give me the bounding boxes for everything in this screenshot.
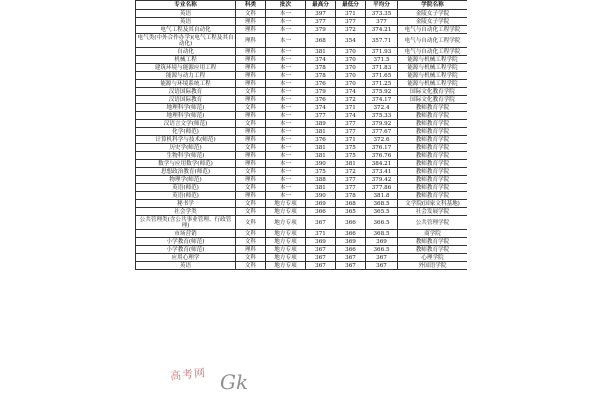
table-header-row: [136, 1, 468, 10]
table-cell: 教师教育学院: [398, 120, 468, 128]
table-cell: 理科: [236, 192, 266, 200]
table-row: [136, 10, 468, 18]
table-row: [136, 120, 468, 128]
table-cell: 文科: [236, 216, 266, 230]
table-cell: 文科: [236, 120, 266, 128]
table-cell: 市场营销: [136, 230, 236, 238]
table-cell: 371: [306, 230, 336, 238]
admission-score-table-container: [135, 0, 467, 400]
table-cell: 本一: [266, 34, 306, 48]
table-cell: 能源与动力工程: [136, 72, 236, 80]
table-row: [136, 136, 468, 144]
table-cell: 371.93: [366, 48, 398, 56]
table-cell: 366: [336, 246, 366, 254]
table-cell: 小学教育(师范): [136, 246, 236, 254]
table-cell: 汉语国际教育: [136, 96, 236, 104]
table-cell: 文科: [236, 208, 266, 216]
column-header: 批次: [266, 1, 306, 10]
table-cell: 本一: [266, 48, 306, 56]
table-cell: 地理科学(师范): [136, 104, 236, 112]
table-cell: 377.86: [366, 184, 398, 192]
table-cell: 367: [306, 262, 336, 270]
table-cell: 理科: [236, 56, 266, 64]
table-row: [136, 34, 468, 48]
table-cell: 教师教育学院: [398, 104, 468, 112]
table-cell: 367: [336, 262, 366, 270]
table-cell: 390: [306, 160, 336, 168]
table-cell: 文科: [236, 184, 266, 192]
table-row: [136, 26, 468, 34]
table-row: [136, 246, 468, 254]
table-cell: 377: [336, 176, 366, 184]
table-cell: 378: [336, 192, 366, 200]
table-cell: 375: [336, 144, 366, 152]
table-cell: 地方专项: [266, 200, 306, 208]
table-cell: 367: [366, 254, 398, 262]
table-cell: 教师教育学院: [398, 144, 468, 152]
column-header: 专业名称: [136, 1, 236, 10]
table-row: [136, 144, 468, 152]
table-cell: 376.76: [366, 152, 398, 160]
table-cell: 本一: [266, 120, 306, 128]
table-cell: 本一: [266, 18, 306, 26]
table-cell: 能源与机械工程学院: [398, 56, 468, 64]
table-cell: 369: [306, 200, 336, 208]
table-cell: 文学院(国家文科基地): [398, 200, 468, 208]
table-cell: 368.5: [366, 230, 398, 238]
table-cell: 教师教育学院: [398, 136, 468, 144]
table-cell: 教师教育学院: [398, 192, 468, 200]
table-cell: 本一: [266, 112, 306, 120]
table-cell: 文科: [236, 200, 266, 208]
table-row: [136, 192, 468, 200]
table-cell: 能源与机械工程学院: [398, 80, 468, 88]
table-cell: 英语: [136, 10, 236, 18]
table-row: [136, 200, 468, 208]
table-cell: 汉语言文学(师范): [136, 120, 236, 128]
table-row: [136, 56, 468, 64]
table-row: [136, 184, 468, 192]
table-cell: 379: [306, 88, 336, 96]
table-cell: 373.35: [366, 10, 398, 18]
table-cell: 371.25: [366, 80, 398, 88]
table-cell: 地方专项: [266, 238, 306, 246]
table-cell: 电气与自动化工程学院: [398, 48, 468, 56]
table-row: [136, 18, 468, 26]
table-row: [136, 254, 468, 262]
table-cell: 379.42: [366, 176, 398, 184]
table-cell: 376: [306, 80, 336, 88]
watermark-script: Gk: [220, 370, 249, 394]
table-cell: 370: [336, 56, 366, 64]
table-cell: 本一: [266, 96, 306, 104]
table-cell: 374: [336, 112, 366, 120]
table-cell: 理科: [236, 152, 266, 160]
table-cell: 本一: [266, 136, 306, 144]
table-cell: 文科: [236, 230, 266, 238]
column-header: 最高分: [306, 1, 336, 10]
table-cell: 思想政治教育(师范): [136, 168, 236, 176]
table-cell: 本一: [266, 80, 306, 88]
table-cell: 374: [336, 88, 366, 96]
table-cell: 369: [306, 238, 336, 246]
table-cell: 商学院: [398, 230, 468, 238]
table-row: [136, 72, 468, 80]
table-row: [136, 64, 468, 72]
table-cell: 389: [306, 120, 336, 128]
table-cell: 367: [306, 246, 336, 254]
table-body: [136, 10, 468, 270]
table-cell: 381: [306, 184, 336, 192]
table-cell: 366: [336, 230, 366, 238]
column-header: 最低分: [336, 1, 366, 10]
table-cell: 本一: [266, 184, 306, 192]
table-row: [136, 112, 468, 120]
table-cell: 376: [306, 136, 336, 144]
table-cell: 理科: [236, 18, 266, 26]
table-cell: 化学(师范): [136, 128, 236, 136]
table-cell: 357.71: [366, 34, 398, 48]
table-cell: 388: [306, 176, 336, 184]
table-cell: 370: [336, 48, 366, 56]
table-cell: 文科: [236, 104, 266, 112]
table-row: [136, 104, 468, 112]
table-cell: 377: [306, 112, 336, 120]
table-cell: 英语: [136, 18, 236, 26]
table-cell: 理科: [236, 72, 266, 80]
table-cell: 应用心理学: [136, 254, 236, 262]
table-cell: 文科: [236, 254, 266, 262]
table-cell: 教师教育学院: [398, 128, 468, 136]
table-cell: 381: [306, 152, 336, 160]
table-row: [136, 216, 468, 230]
table-cell: 375: [336, 152, 366, 160]
table-cell: 英语: [136, 262, 236, 270]
table-cell: 381: [306, 144, 336, 152]
table-cell: 金陵女子学院: [398, 18, 468, 26]
table-cell: 374: [306, 56, 336, 64]
table-cell: 理科: [236, 136, 266, 144]
table-row: [136, 238, 468, 246]
site-watermark: [140, 358, 280, 400]
table-cell: 374: [306, 104, 336, 112]
table-cell: 社会发展学院: [398, 208, 468, 216]
table-cell: 377: [336, 120, 366, 128]
table-cell: 本一: [266, 10, 306, 18]
table-cell: 367: [306, 254, 336, 262]
table-cell: 366: [306, 208, 336, 216]
table-cell: 377.67: [366, 128, 398, 136]
table-cell: 381: [306, 48, 336, 56]
table-cell: 371: [336, 104, 366, 112]
table-cell: 367: [306, 216, 336, 230]
table-row: [136, 96, 468, 104]
table-cell: 381.8: [366, 192, 398, 200]
table-cell: 教师教育学院: [398, 238, 468, 246]
table-cell: 生物科学(师范): [136, 152, 236, 160]
table-cell: 本一: [266, 128, 306, 136]
table-cell: 教师教育学院: [398, 176, 468, 184]
table-cell: 376.17: [366, 144, 398, 152]
admission-score-table: [135, 0, 467, 270]
table-cell: 外国语学院: [398, 262, 468, 270]
table-cell: 金陵女子学院: [398, 10, 468, 18]
table-cell: 378: [306, 72, 336, 80]
table-cell: 机械工程: [136, 56, 236, 64]
table-cell: 365.5: [366, 208, 398, 216]
watermark-text: 高考网: [169, 366, 207, 383]
table-cell: 368.5: [366, 200, 398, 208]
table-cell: 计算机科学与技术(师范): [136, 136, 236, 144]
table-cell: 371: [336, 136, 366, 144]
table-cell: 本一: [266, 168, 306, 176]
table-cell: 381: [306, 128, 336, 136]
table-cell: 能源与环境系统工程: [136, 80, 236, 88]
table-cell: 367: [336, 254, 366, 262]
table-cell: 374.21: [366, 26, 398, 34]
table-cell: 自动化: [136, 48, 236, 56]
table-row: [136, 152, 468, 160]
table-cell: 本一: [266, 160, 306, 168]
table-cell: 370: [336, 64, 366, 72]
table-cell: 公共管理学院: [398, 216, 468, 230]
table-cell: 电气与自动化工程学院: [398, 26, 468, 34]
table-row: [136, 168, 468, 176]
table-cell: 历史学(师范): [136, 144, 236, 152]
table-cell: 372: [336, 168, 366, 176]
table-cell: 本一: [266, 152, 306, 160]
table-cell: 文科: [236, 238, 266, 246]
table-cell: 电气类(中外合作办学)(电气工程及其自动化): [137, 34, 234, 47]
column-header: 平均分: [366, 1, 398, 10]
table-cell: 377: [336, 18, 366, 26]
table-row: [136, 160, 468, 168]
table-row: [136, 80, 468, 88]
table-cell: 本一: [266, 26, 306, 34]
table-cell: 文科: [236, 88, 266, 96]
table-cell: 390: [306, 192, 336, 200]
table-cell: 397: [306, 10, 336, 18]
table-cell: 英语(师范): [136, 192, 236, 200]
table-cell: 能源与机械工程学院: [398, 72, 468, 80]
table-row: [136, 230, 468, 238]
table-cell: 教师教育学院: [398, 168, 468, 176]
table-cell: 建筑环境与能源应用工程: [136, 64, 236, 72]
table-cell: 本一: [266, 56, 306, 64]
table-cell: 368: [336, 200, 366, 208]
table-cell: 367: [366, 262, 398, 270]
table-cell: 地理科学(师范): [136, 112, 236, 120]
table-cell: 理科: [236, 112, 266, 120]
table-cell: 371: [336, 10, 366, 18]
table-cell: 理科: [236, 80, 266, 88]
table-cell: 365: [336, 208, 366, 216]
table-cell: 370: [336, 72, 366, 80]
table-cell: 地方专项: [266, 254, 306, 262]
table-cell: 379.92: [366, 120, 398, 128]
table-cell: 370: [336, 80, 366, 88]
table-cell: 教师教育学院: [398, 246, 468, 254]
table-cell: 377: [366, 18, 398, 26]
table-cell: 理科: [236, 48, 266, 56]
table-cell: 教师教育学院: [398, 112, 468, 120]
table-cell: 354: [336, 34, 366, 48]
table-cell: 本一: [266, 192, 306, 200]
table-cell: 教师教育学院: [398, 160, 468, 168]
table-cell: 能源与机械工程学院: [398, 64, 468, 72]
table-row: [136, 262, 468, 270]
table-cell: 文科: [236, 144, 266, 152]
table-cell: 368: [306, 34, 336, 48]
table-cell: 381: [336, 160, 366, 168]
table-cell: 377: [336, 128, 366, 136]
table-cell: 369: [336, 238, 366, 246]
table-row: [136, 48, 468, 56]
table-cell: 373.41: [366, 168, 398, 176]
table-cell: 电气与自动化工程学院: [398, 34, 468, 48]
table-cell: 378: [306, 64, 336, 72]
table-cell: 369: [366, 238, 398, 246]
table-row: [136, 208, 468, 216]
table-cell: 物理学(师范): [136, 176, 236, 184]
table-cell: 公共管理类(含公共事业管理、行政管理): [136, 216, 236, 230]
column-header: 学院名称: [398, 1, 468, 10]
table-cell: 372: [336, 26, 366, 34]
table-cell: 汉语国际教育: [136, 88, 236, 96]
table-cell: 372.4: [366, 104, 398, 112]
table-cell: 理科: [236, 34, 266, 48]
table-cell: 375.92: [366, 88, 398, 96]
table-cell: 小学教育(师范): [136, 238, 236, 246]
table-cell: 文科: [236, 168, 266, 176]
table-cell: 384.21: [366, 160, 398, 168]
table-cell: 理科: [236, 176, 266, 184]
table-cell: 376: [306, 96, 336, 104]
table-cell: 心理学院: [398, 254, 468, 262]
table-cell: 理科: [236, 128, 266, 136]
table-cell: 理科: [236, 64, 266, 72]
table-cell: 国际文化教育学院: [398, 88, 468, 96]
table-cell: 理科: [236, 96, 266, 104]
table-row: [136, 88, 468, 96]
table-cell: 地方专项: [266, 230, 306, 238]
table-cell: 理科: [236, 26, 266, 34]
table-cell: 本一: [266, 64, 306, 72]
table-cell: 371.5: [366, 56, 398, 64]
column-header: 科类: [236, 1, 266, 10]
table-cell: 地方专项: [266, 208, 306, 216]
table-cell: 本一: [266, 104, 306, 112]
table-cell: 秘书学: [136, 200, 236, 208]
table-cell: 理科: [236, 160, 266, 168]
table-row: [136, 176, 468, 184]
table-cell: 社会学类: [136, 208, 236, 216]
table-cell: 377: [306, 18, 336, 26]
table-cell: 地方专项: [266, 262, 306, 270]
table-cell: 地方专项: [266, 216, 306, 230]
table-cell: 366: [336, 216, 366, 230]
table-cell: 本一: [266, 176, 306, 184]
table-cell: 教师教育学院: [398, 152, 468, 160]
table-cell: 371.65: [366, 72, 398, 80]
table-cell: 本一: [266, 88, 306, 96]
table-cell: 文科: [236, 262, 266, 270]
table-cell: 366.5: [366, 216, 398, 230]
table-row: [136, 128, 468, 136]
table-cell: 374.17: [366, 96, 398, 104]
table-cell: 文科: [236, 10, 266, 18]
table-cell: 数学与应用数学(师范): [136, 160, 236, 168]
table-cell: 371.83: [366, 64, 398, 72]
table-cell: 375: [306, 168, 336, 176]
table-cell: 本一: [266, 72, 306, 80]
table-cell: 地方专项: [266, 246, 306, 254]
table-cell: 372: [336, 96, 366, 104]
table-cell: 国际文化教育学院: [398, 96, 468, 104]
table-cell: 英语(师范): [136, 184, 236, 192]
table-cell: 372.6: [366, 136, 398, 144]
table-cell: 375.33: [366, 112, 398, 120]
table-cell: 理科: [236, 246, 266, 254]
table-cell: 教师教育学院: [398, 184, 468, 192]
table-cell: 本一: [266, 144, 306, 152]
table-cell: 377: [336, 184, 366, 192]
table-cell: 366.5: [366, 246, 398, 254]
table-cell: 电气工程及其自动化: [136, 26, 236, 34]
table-cell: 379: [306, 26, 336, 34]
